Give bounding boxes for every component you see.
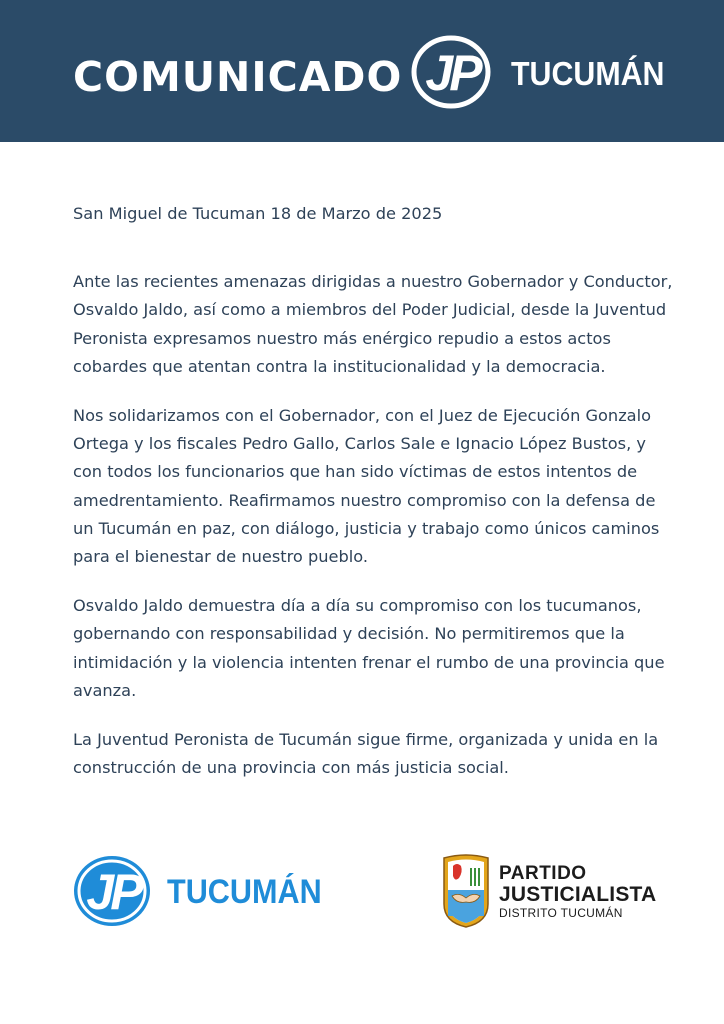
pj-shield-icon — [441, 854, 491, 928]
jp-logo-icon — [410, 34, 492, 110]
party-wordmark — [499, 864, 656, 920]
jp-logo-monogram: JP — [425, 45, 479, 101]
jp-footer-logo-monogram: JP — [86, 864, 140, 920]
page-title: COMUNICADO — [73, 53, 403, 101]
dateline: San Miguel de Tucuman 18 de Marzo de 2025 — [73, 204, 443, 223]
header-brand: TUCUMÁN — [511, 55, 665, 92]
paragraph-3: Osvaldo Jaldo demuestra día a día su compromiso con los tucumanos, gobernando con responsabilidad y decisión. No permitiremos que la intimidación y la violencia intenten frenar el rumbo de una provincia que avanza. — [73, 596, 665, 700]
paragraph-2: Nos solidarizamos con el Gobernador, con el Juez de Ejecución Gonzalo Ortega y los fiscales Pedro Gallo, Carlos Sale e Ignacio López Bustos, y con todos los funcionarios que han sido víctimas de estos intentos de amedrentamiento. Reafirmamos nuestro compromiso con la defensa de un Tucumán en paz, con diálogo, justicia y trabajo como únicos caminos para el bienestar de nuestro pueblo. — [73, 406, 660, 567]
paragraph-1: Ante las recientes amenazas dirigidas a nuestro Gobernador y Conductor, Osvaldo Jaldo, así como a miembros del Poder Judicial, desde la Juventud Peronista expresamos nuestro más enérgico repudio a estos actos cobardes que atentan contra la institucionalidad y la democracia. — [73, 272, 673, 376]
footer-brand: TUCUMÁN — [167, 873, 322, 911]
document-body — [73, 200, 673, 803]
party-line-distrito: DISTRITO TUCUMÁN — [499, 906, 623, 920]
header-banner — [0, 0, 724, 142]
paragraph-4: La Juventud Peronista de Tucumán sigue firme, organizada y unida en la construcción de una provincia con más justicia social. — [73, 730, 659, 778]
party-line-partido: PARTIDO — [499, 863, 587, 884]
jp-footer-logo-icon — [71, 853, 153, 929]
party-line-justicialista: JUSTICIALISTA — [499, 883, 657, 906]
